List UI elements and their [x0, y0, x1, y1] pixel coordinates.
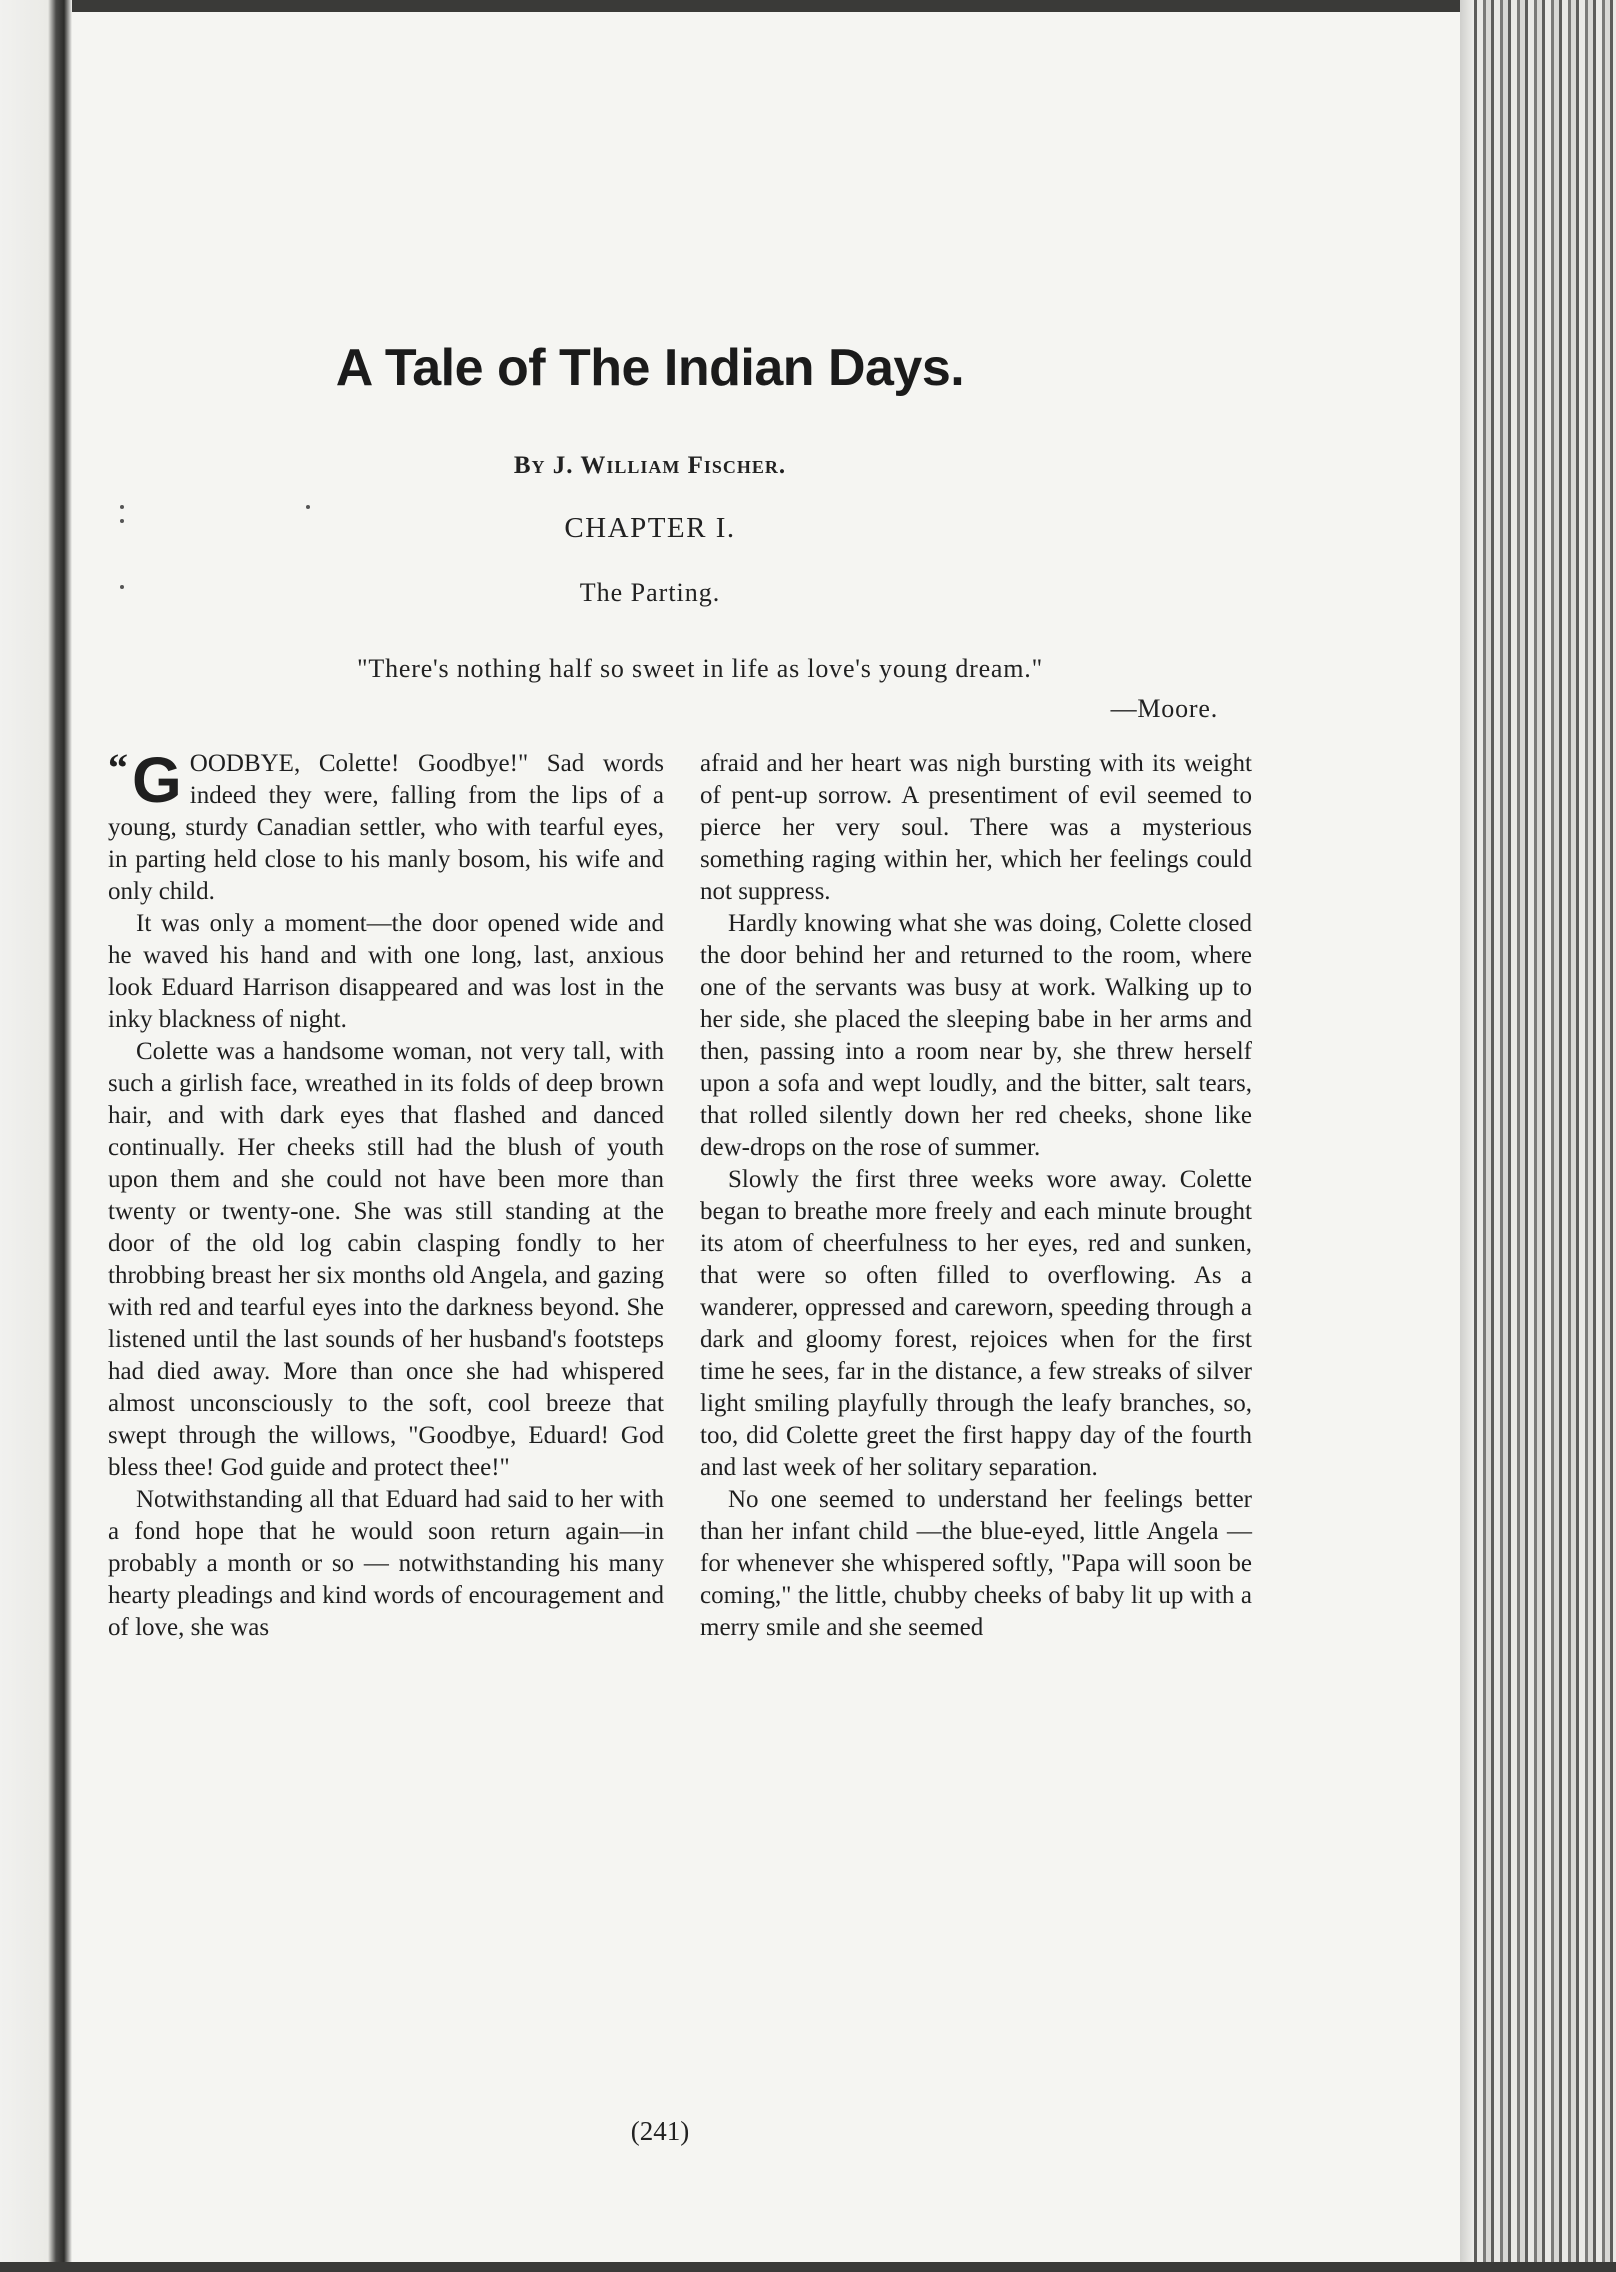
page-stack-edge [1460, 0, 1616, 2272]
chapter-heading: CHAPTER I. [564, 512, 736, 544]
article-title: A Tale of The Indian Days. [335, 339, 965, 397]
opening-quote-mark: “ [108, 745, 128, 790]
paragraph: It was only a moment—the door opened wide and he waved his hand and with one long, last, anxious look Eduard Harrison disappeared and was lost in the inky blackness of night. [108, 910, 664, 1033]
epigraph-attribution: —Moore. [1110, 694, 1218, 723]
chapter-title: The Parting. [579, 578, 721, 607]
paragraph-text: OODBYE, Colette! Goodbye!" Sad words indeed they were, falling from the lips of a young, sturdy Canadian settler, who with tearful eyes, in parting held close to his manly bosom, his wife and only child. [108, 750, 664, 905]
paragraph: afraid and her heart was nigh bursting with its weight of pent-up sorrow. A presentiment of evil seemed to pierce her very soul. There was a mysterious something raging within her, which her feelings could not suppress. [700, 750, 1252, 905]
page-stack-shadow [1460, 0, 1474, 2272]
left-text-column [108, 744, 664, 1644]
left-binding-edge [0, 0, 72, 2272]
drop-cap: G [132, 744, 182, 816]
scan-bottom-border [0, 2262, 1616, 2272]
page-number: (241) [630, 2116, 690, 2146]
paragraph: Notwithstanding all that Eduard had said to her with a fond hope that he would soon return again—in probably a month or so — notwithstanding his many hearty pleadings and kind words of encouragement and of love, she was [108, 1486, 664, 1641]
paragraph [108, 744, 664, 908]
scan-top-border [0, 0, 1460, 12]
author-byline: By J. William Fischer. [513, 452, 787, 479]
paragraph: Slowly the first three weeks wore away. Colette began to breathe more freely and each minute brought its atom of cheerfulness to her eyes, red and sunken, that were so often filled to overflowing. As a wanderer, oppressed and careworn, speeding through a dark and gloomy forest, rejoices when for the first time he sees, far in the distance, a few streaks of silver light smiling playfully through the leafy branches, so, too, did Colette greet the first happy day of the fourth and last week of her solitary separation. [700, 1166, 1252, 1481]
right-text-column [700, 748, 1252, 1644]
paragraph: Colette was a handsome woman, not very tall, with such a girlish face, wreathed in its folds of deep brown hair, and with dark eyes that flashed and danced continually. Her cheeks still had the blush of youth upon them and she could not have been more than twenty or twenty-one. She was still standing at the door of the old log cabin clasping fondly to her throbbing breast her six months old Angela, and gazing with red and tearful eyes into the darkness beyond. She listened until the last sounds of her husband's footsteps had died away. More than once she had whispered almost unconsciously to the soft, cool breeze that swept through the willows, "Goodbye, Eduard! God bless thee! God guide and protect thee!" [108, 1038, 664, 1481]
epigraph-quote: "There's nothing half so sweet in life as love's young dream." [357, 654, 1043, 683]
paragraph: Hardly knowing what she was doing, Colette closed the door behind her and returned to the room, where one of the servants was busy at work. Walking up to her side, she placed the sleeping babe in her arms and then, passing into a room near by, she threw herself upon a sofa and wept loudly, and the bitter, salt tears, that rolled silently down her red cheeks, shone like dew-drops on the rose of summer. [700, 910, 1252, 1161]
paragraph: No one seemed to understand her feelings better than her infant child —the blue-eyed, little Angela — for whenever she whispered softly, "Papa will soon be coming," the little, chubby cheeks of baby lit up with a merry smile and she seemed [700, 1486, 1252, 1641]
